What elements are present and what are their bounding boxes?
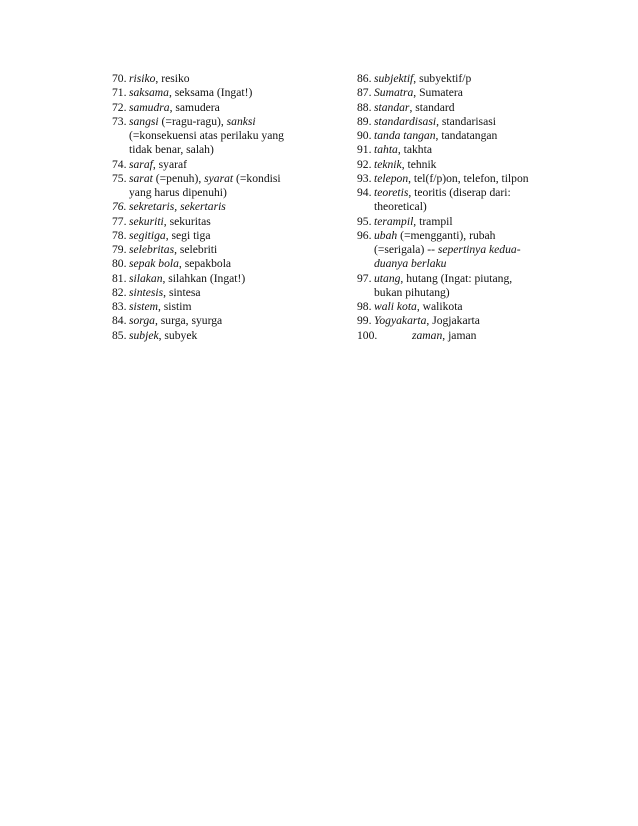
item-number: 98. bbox=[357, 300, 372, 313]
term-italic: risiko bbox=[129, 72, 156, 85]
term-italic: zaman bbox=[412, 328, 443, 342]
item-line bbox=[374, 158, 577, 172]
item-line bbox=[129, 143, 332, 157]
term-italic: sanksi bbox=[226, 114, 256, 128]
item-line bbox=[374, 272, 577, 286]
item-line bbox=[374, 129, 577, 143]
list-item bbox=[357, 72, 577, 86]
item-number: 96. bbox=[357, 228, 372, 242]
term-text: , Jogjakarta bbox=[426, 314, 480, 328]
list-item bbox=[357, 86, 577, 100]
term-italic: samudra bbox=[129, 100, 170, 114]
term-text: , walikota bbox=[416, 300, 463, 313]
item-line bbox=[374, 329, 577, 343]
term-italic: standar bbox=[374, 100, 410, 114]
term-italic: tanda tangan bbox=[374, 129, 436, 142]
term-text: yang harus dipenuhi) bbox=[129, 186, 227, 199]
term-text: , tandatangan bbox=[435, 129, 498, 142]
item-number: 71. bbox=[112, 86, 127, 100]
term-text: , hutang (Ingat: piutang, bbox=[400, 271, 513, 285]
list-item bbox=[112, 72, 332, 86]
list-item bbox=[112, 86, 332, 100]
term-italic: saksama bbox=[129, 86, 169, 100]
term-italic: subjek bbox=[129, 328, 159, 342]
item-number: 78. bbox=[112, 228, 127, 242]
item-number: 97. bbox=[357, 271, 372, 285]
item-number: 85. bbox=[112, 328, 127, 342]
item-line bbox=[374, 314, 577, 328]
item-line bbox=[129, 115, 332, 129]
item-line bbox=[129, 129, 332, 143]
left-column bbox=[112, 72, 332, 343]
list-item bbox=[357, 158, 577, 172]
item-line bbox=[129, 257, 332, 271]
item-line bbox=[129, 186, 332, 200]
item-number: 80. bbox=[112, 257, 127, 271]
term-text: , surga, syurga bbox=[154, 314, 223, 328]
term-text: (=kondisi bbox=[233, 171, 281, 185]
item-line bbox=[129, 272, 332, 286]
term-italic: Sumatra bbox=[374, 86, 414, 100]
item-line bbox=[129, 300, 332, 314]
term-italic: ubah bbox=[374, 228, 398, 242]
item-line bbox=[374, 101, 577, 115]
list-item bbox=[357, 172, 577, 186]
item-number: 76. bbox=[112, 200, 127, 214]
list-item bbox=[112, 243, 332, 257]
list-item bbox=[112, 215, 332, 229]
term-italic: wali kota bbox=[374, 300, 417, 313]
term-italic: selebritas bbox=[129, 243, 175, 256]
list-item bbox=[112, 158, 332, 172]
term-italic: Yogyakarta bbox=[374, 314, 427, 328]
term-italic: sangsi bbox=[129, 114, 159, 128]
list-item bbox=[357, 314, 577, 328]
term-text: , sistim bbox=[157, 300, 192, 313]
term-text: , jaman bbox=[442, 328, 477, 342]
item-number: 93. bbox=[357, 171, 372, 185]
item-line bbox=[374, 300, 577, 314]
list-item bbox=[357, 143, 577, 157]
term-text: , silahkan (Ingat!) bbox=[162, 271, 246, 285]
item-number: 83. bbox=[112, 300, 127, 313]
list-item bbox=[357, 272, 577, 301]
list-item bbox=[112, 101, 332, 115]
list-item bbox=[112, 329, 332, 343]
list-item bbox=[357, 186, 577, 215]
term-text: (=konsekuensi atas perilaku yang bbox=[129, 129, 284, 142]
item-number: 90. bbox=[357, 129, 372, 142]
list-item bbox=[357, 101, 577, 115]
term-italic: sepertinya kedua- bbox=[437, 243, 521, 256]
term-italic: duanya berlaku bbox=[374, 257, 447, 271]
term-text: , segi tiga bbox=[165, 228, 211, 242]
item-line bbox=[129, 286, 332, 300]
list-item bbox=[357, 115, 577, 129]
term-italic: saraf bbox=[129, 157, 153, 171]
term-text: , selebriti bbox=[174, 243, 218, 256]
item-line bbox=[129, 314, 332, 328]
term-text: , sintesa bbox=[163, 285, 201, 299]
term-text: , standard bbox=[409, 100, 455, 114]
item-line bbox=[374, 172, 577, 186]
list-item bbox=[112, 172, 332, 201]
term-italic: silakan bbox=[129, 271, 163, 285]
term-text: (=serigala) -- bbox=[374, 243, 438, 256]
term-text: bukan pihutang) bbox=[374, 285, 450, 299]
list-item bbox=[357, 215, 577, 229]
item-number: 70. bbox=[112, 72, 127, 85]
item-number: 81. bbox=[112, 271, 127, 285]
term-text: (=penuh), bbox=[152, 171, 205, 185]
item-number: 74. bbox=[112, 157, 127, 171]
list-item bbox=[112, 115, 332, 158]
item-line bbox=[129, 158, 332, 172]
item-line bbox=[129, 72, 332, 86]
list-item bbox=[357, 300, 577, 314]
item-line bbox=[129, 229, 332, 243]
list-item bbox=[112, 257, 332, 271]
term-italic: sekuriti bbox=[129, 214, 164, 228]
item-line bbox=[374, 243, 577, 257]
item-number: 89. bbox=[357, 114, 372, 128]
item-number: 87. bbox=[357, 86, 372, 100]
term-text: , samudera bbox=[169, 100, 220, 114]
item-number: 75. bbox=[112, 171, 127, 185]
term-italic: utang bbox=[374, 271, 401, 285]
list-item bbox=[112, 200, 332, 214]
item-line bbox=[374, 286, 577, 300]
term-italic: telepon bbox=[374, 171, 409, 185]
term-text: , resiko bbox=[155, 72, 190, 85]
item-line bbox=[374, 200, 577, 214]
item-line bbox=[374, 257, 577, 271]
term-italic: terampil bbox=[374, 214, 414, 228]
item-number: 99. bbox=[357, 314, 372, 328]
item-line bbox=[129, 101, 332, 115]
list-item bbox=[357, 129, 577, 143]
item-number: 95. bbox=[357, 214, 372, 228]
list-item bbox=[357, 329, 577, 343]
item-line bbox=[129, 172, 332, 186]
term-text: , subyek bbox=[158, 328, 198, 342]
item-line bbox=[129, 86, 332, 100]
item-number: 86. bbox=[357, 72, 372, 85]
list-item bbox=[112, 272, 332, 286]
term-italic: sekretaris, sekertaris bbox=[129, 200, 226, 214]
item-line bbox=[374, 115, 577, 129]
term-italic: sarat bbox=[129, 171, 153, 185]
list-item bbox=[112, 286, 332, 300]
term-text: , tel(f/p)on, telefon, tilpon bbox=[408, 171, 529, 185]
list-item bbox=[112, 314, 332, 328]
term-text: , subyektif/p bbox=[413, 72, 472, 85]
item-line bbox=[129, 243, 332, 257]
term-italic: sepak bola bbox=[129, 257, 179, 271]
item-line bbox=[374, 229, 577, 243]
term-text: (=ragu-ragu), bbox=[158, 114, 227, 128]
term-text: , seksama (Ingat!) bbox=[168, 86, 253, 100]
list-item bbox=[112, 229, 332, 243]
term-text: (=mengganti), rubah bbox=[397, 228, 496, 242]
term-text: , Sumatera bbox=[413, 86, 463, 100]
item-line bbox=[374, 72, 577, 86]
term-italic: segitiga bbox=[129, 228, 166, 242]
term-italic: sorga bbox=[129, 314, 155, 328]
item-number: 73. bbox=[112, 114, 127, 128]
item-number: 84. bbox=[112, 314, 127, 328]
item-line bbox=[374, 86, 577, 100]
item-number: 88. bbox=[357, 100, 372, 114]
term-italic: tahta bbox=[374, 143, 398, 157]
item-line bbox=[374, 215, 577, 229]
term-text: tidak benar, salah) bbox=[129, 143, 214, 157]
term-text: , sekuritas bbox=[163, 214, 211, 228]
item-number: 100. bbox=[357, 328, 378, 342]
term-text: theoretical) bbox=[374, 200, 427, 214]
term-italic: sistem bbox=[129, 300, 158, 313]
list-item bbox=[112, 300, 332, 314]
item-number: 94. bbox=[357, 186, 372, 199]
term-text: , takhta bbox=[397, 143, 432, 157]
item-line bbox=[129, 200, 332, 214]
term-text: , tehnik bbox=[401, 157, 437, 171]
item-number: 79. bbox=[112, 243, 127, 256]
term-text: , trampil bbox=[413, 214, 453, 228]
item-line bbox=[374, 143, 577, 157]
term-italic: subjektif bbox=[374, 72, 414, 85]
term-italic: teknik bbox=[374, 157, 402, 171]
item-number: 91. bbox=[357, 143, 372, 157]
item-number: 77. bbox=[112, 214, 127, 228]
term-italic: teoretis bbox=[374, 186, 409, 199]
item-line bbox=[129, 329, 332, 343]
term-text: , sepakbola bbox=[178, 257, 232, 271]
term-italic: syarat bbox=[204, 171, 234, 185]
item-number: 82. bbox=[112, 285, 127, 299]
right-column bbox=[357, 72, 577, 343]
item-line bbox=[374, 186, 577, 200]
item-number: 92. bbox=[357, 157, 372, 171]
term-text: , standarisasi bbox=[436, 114, 496, 128]
term-text: , syaraf bbox=[152, 157, 187, 171]
term-text: , teoritis (diserap dari: bbox=[408, 186, 511, 199]
term-italic: standardisasi bbox=[374, 114, 437, 128]
item-number: 72. bbox=[112, 100, 127, 114]
list-item bbox=[357, 229, 577, 272]
item-line bbox=[129, 215, 332, 229]
term-italic: sintesis bbox=[129, 285, 164, 299]
